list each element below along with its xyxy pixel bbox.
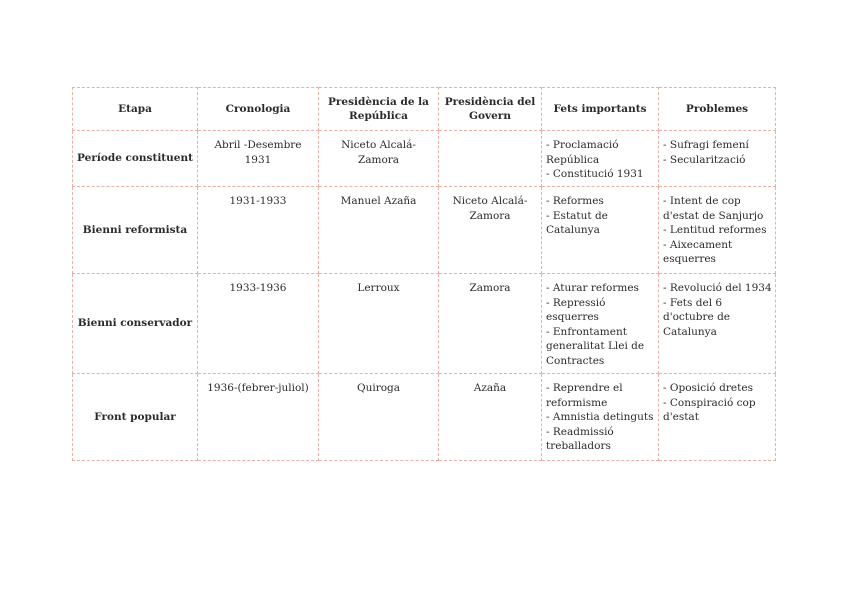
cell-problemes [659,374,776,461]
problema-item: - Conspiració cop d'estat [663,396,756,423]
problema-item: - Sufragi femení [663,139,749,151]
fet-item: - Readmissió treballadors [546,425,614,452]
problema-item: - Lentitud reformes [663,224,767,236]
problema-item: - Fets del 6 d'octubre de Catalunya [663,296,731,338]
header-etapa: Etapa [73,88,198,131]
fet-item: - Repressió esquerres [546,296,606,323]
fet-item: - Reprendre el reformisme [546,382,623,409]
problema-item: - Secularització [663,153,746,166]
history-table [72,87,776,461]
table-row [73,131,776,187]
fet-item: - Constitució 1931 [546,168,644,180]
fet-item: - Proclamació República [546,139,619,166]
cell-cronologia: 1933-1936 [198,274,319,374]
table-row [73,274,776,374]
cell-etapa: Bienni reformista [73,187,198,274]
cell-etapa: Front popular [73,374,198,461]
cell-presidencia-govern [439,131,542,187]
cell-presidencia-republica: Lerroux [319,274,439,374]
cell-presidencia-republica: Niceto Alcalá-Zamora [319,131,439,187]
cell-presidencia-govern: Zamora [439,274,542,374]
cell-presidencia-govern: Azaña [439,374,542,461]
cell-fets [542,131,659,187]
fet-item: - Estatut de Catalunya [546,209,608,236]
cell-cronologia: 1931-1933 [198,187,319,274]
table-header-row [73,88,776,131]
problema-item: - Revolució del 1934 [663,282,772,294]
cell-presidencia-republica: Manuel Azaña [319,187,439,274]
cell-fets [542,274,659,374]
problema-item: - Aixecament esquerres [663,238,733,265]
cell-etapa: Període constituent [73,131,198,187]
fet-item: - Reformes [546,195,604,207]
header-fets-importants: Fets importants [542,88,659,131]
header-presidencia-republica: Presidència de la República [319,88,439,131]
cell-problemes [659,187,776,274]
header-presidencia-govern: Presidència del Govern [439,88,542,131]
problema-item: - Intent de cop d'estat de Sanjurjo [663,195,764,222]
fet-item: - Aturar reformes [546,282,639,294]
cell-problemes [659,274,776,374]
fet-item: - Enfrontament generalitat Llei de Contractes [546,325,645,367]
fet-item: - Amnistia detinguts [546,411,654,423]
cell-fets [542,187,659,274]
cell-presidencia-govern: Niceto Alcalá-Zamora [439,187,542,274]
cell-cronologia: 1936-(febrer-juliol) [198,374,319,461]
header-cronologia: Cronologia [198,88,319,131]
table-row [73,374,776,461]
cell-presidencia-republica: Quiroga [319,374,439,461]
table-row [73,187,776,274]
cell-problemes [659,131,776,187]
cell-fets [542,374,659,461]
problema-item: - Oposició dretes [663,382,753,394]
cell-etapa: Bienni conservador [73,274,198,374]
header-problemes: Problemes [659,88,776,131]
cell-cronologia: Abril -Desembre 1931 [198,131,319,187]
